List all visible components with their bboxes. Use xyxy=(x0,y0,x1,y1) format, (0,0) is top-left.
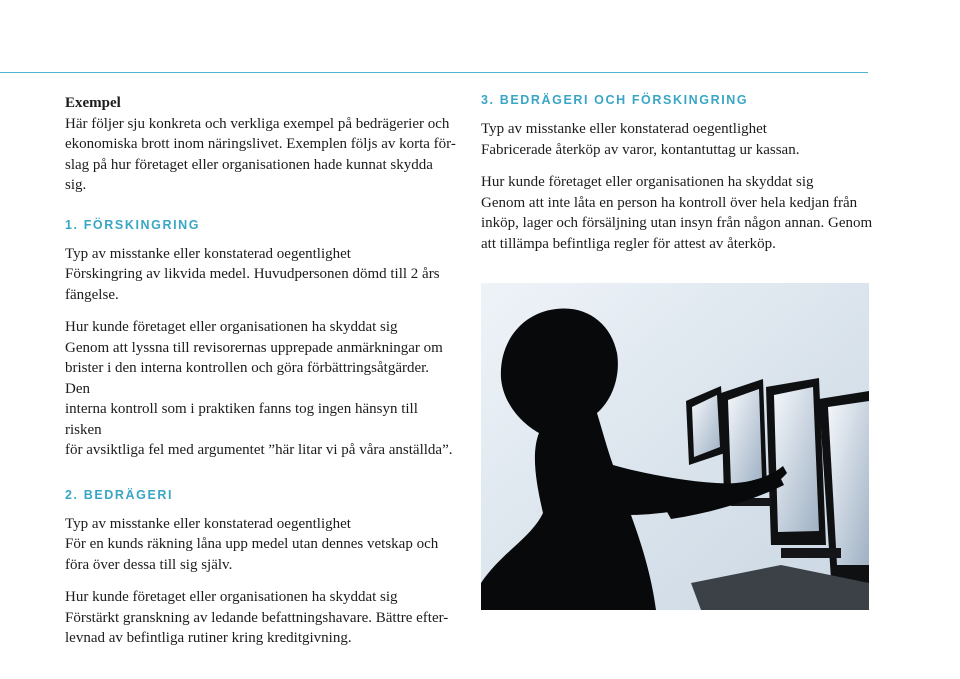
section-2-answer-2: levnad av befintliga rutiner kring kreditgivning. xyxy=(65,630,352,646)
office-worker-silhouette-photo xyxy=(481,283,869,610)
intro-line: slag på hur företaget eller organisationen hade kunnat skydda sig. xyxy=(65,156,433,193)
section-1-answer-2: interna kontroll som i praktiken fanns tog ingen hänsyn till risken xyxy=(65,401,418,438)
section-1-answer-2: för avsiktliga fel med argumentet ”här litar vi på våra anställda”. xyxy=(65,442,453,458)
section-3-answer-2: Genom att inte låta en person ha kontroll över hela kedjan från xyxy=(481,194,858,211)
intro-line: Här följer sju konkreta och verkliga exempel på bedrägerier och xyxy=(65,115,450,132)
section-2-question-2: Hur kunde företaget eller organisationen ha skyddat sig xyxy=(65,589,398,605)
section-2-heading: 2. BEDRÄGERI xyxy=(65,487,174,502)
section-1-question-2: Hur kunde företaget eller organisationen ha skyddat sig xyxy=(65,319,398,335)
section-1-answer-1: Förskingring av likvida medel. Huvudpersonen dömd till 2 års xyxy=(65,266,440,282)
top-divider xyxy=(0,72,868,73)
section-3-answer-1: Fabricerade återköp av varor, kontantuttag ur kassan. xyxy=(481,141,800,158)
section-1-answer-1: fängelse. xyxy=(65,286,119,303)
section-3-question-1: Typ av misstanke eller konstaterad oegentlighet xyxy=(481,121,767,137)
section-3-answer-2: att tillämpa befintliga regler för attest av återköp. xyxy=(481,235,776,252)
section-1-answer-2: brister i den interna kontrollen och göra förbättringsåtgärder. Den xyxy=(65,360,430,397)
right-column xyxy=(481,93,873,254)
section-2-answer-2: Förstärkt granskning av ledande befattningshavare. Bättre efter- xyxy=(65,609,449,626)
intro-title: Exempel xyxy=(65,95,121,111)
section-3-heading: 3. BEDRÄGERI OCH FÖRSKINGRING xyxy=(481,93,749,107)
section-2-answer-1: föra över dessa till sig själv. xyxy=(65,556,233,573)
section-2-question-1: Typ av misstanke eller konstaterad oegentlighet xyxy=(65,515,351,532)
left-column xyxy=(65,93,457,649)
section-1-answer-2: Genom att lyssna till revisorernas upprepade anmärkningar om xyxy=(65,339,443,356)
intro-line: ekonomiska brott inom näringslivet. Exemplen följs av korta för- xyxy=(65,136,456,152)
section-2-answer-1: För en kunds räkning låna upp medel utan dennes vetskap och xyxy=(65,536,439,552)
section-1-heading: 1. FÖRSKINGRING xyxy=(65,217,201,232)
section-1-question-1: Typ av misstanke eller konstaterad oegentlighet xyxy=(65,245,351,262)
section-3-answer-2: inköp, lager och försäljning utan insyn från någon annan. Genom xyxy=(481,215,873,231)
section-3-question-2: Hur kunde företaget eller organisationen ha skyddat sig xyxy=(481,174,814,190)
